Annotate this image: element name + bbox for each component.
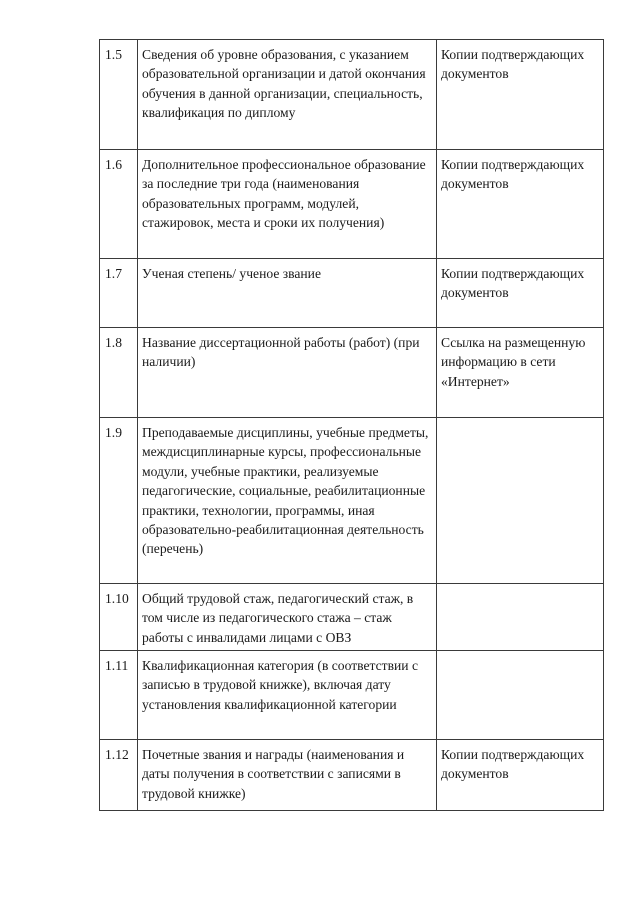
row-description: Преподаваемые дисциплины, учебные предметы, междисциплинарные курсы, профессиональные модули, учебные практики, реализуемые педагогические, социальные, реабилитационные практики, технологии, программы, иная образовательно-реабилитационная деятельность (перечень) xyxy=(138,418,437,584)
row-note xyxy=(437,651,604,740)
table-row xyxy=(100,259,604,328)
row-number: 1.7 xyxy=(100,259,138,328)
row-number: 1.11 xyxy=(100,651,138,740)
row-description: Почетные звания и награды (наименования и даты получения в соответствии с записями в трудовой книжке) xyxy=(138,740,437,811)
table-row xyxy=(100,40,604,150)
document-table xyxy=(99,39,604,811)
row-note xyxy=(437,584,604,651)
row-note: Ссылка на размещенную информацию в сети «Интернет» xyxy=(437,328,604,418)
table-row xyxy=(100,328,604,418)
row-description: Дополнительное профессиональное образование за последние три года (наименования образовательных программ, модулей, стажировок, места и сроки их получения) xyxy=(138,150,437,259)
table-row xyxy=(100,740,604,811)
row-description: Название диссертационной работы (работ) (при наличии) xyxy=(138,328,437,418)
row-description: Квалификационная категория (в соответствии с записью в трудовой книжке), включая дату установления квалификационной категории xyxy=(138,651,437,740)
row-description: Общий трудовой стаж, педагогический стаж, в том числе из педагогического стажа – стаж работы с инвалидами лицами с ОВЗ xyxy=(138,584,437,651)
row-note: Копии подтверждающих документов xyxy=(437,40,604,150)
row-note: Копии подтверждающих документов xyxy=(437,740,604,811)
row-note: Копии подтверждающих документов xyxy=(437,259,604,328)
row-description: Ученая степень/ ученое звание xyxy=(138,259,437,328)
row-note xyxy=(437,418,604,584)
table-row xyxy=(100,584,604,651)
row-description: Сведения об уровне образования, с указанием образовательной организации и датой окончания обучения в данной организации, специальность, квалификация по диплому xyxy=(138,40,437,150)
row-number: 1.5 xyxy=(100,40,138,150)
table-row xyxy=(100,418,604,584)
row-note: Копии подтверждающих документов xyxy=(437,150,604,259)
row-number: 1.9 xyxy=(100,418,138,584)
table-row xyxy=(100,150,604,259)
row-number: 1.12 xyxy=(100,740,138,811)
row-number: 1.8 xyxy=(100,328,138,418)
row-number: 1.10 xyxy=(100,584,138,651)
row-number: 1.6 xyxy=(100,150,138,259)
table-row xyxy=(100,651,604,740)
